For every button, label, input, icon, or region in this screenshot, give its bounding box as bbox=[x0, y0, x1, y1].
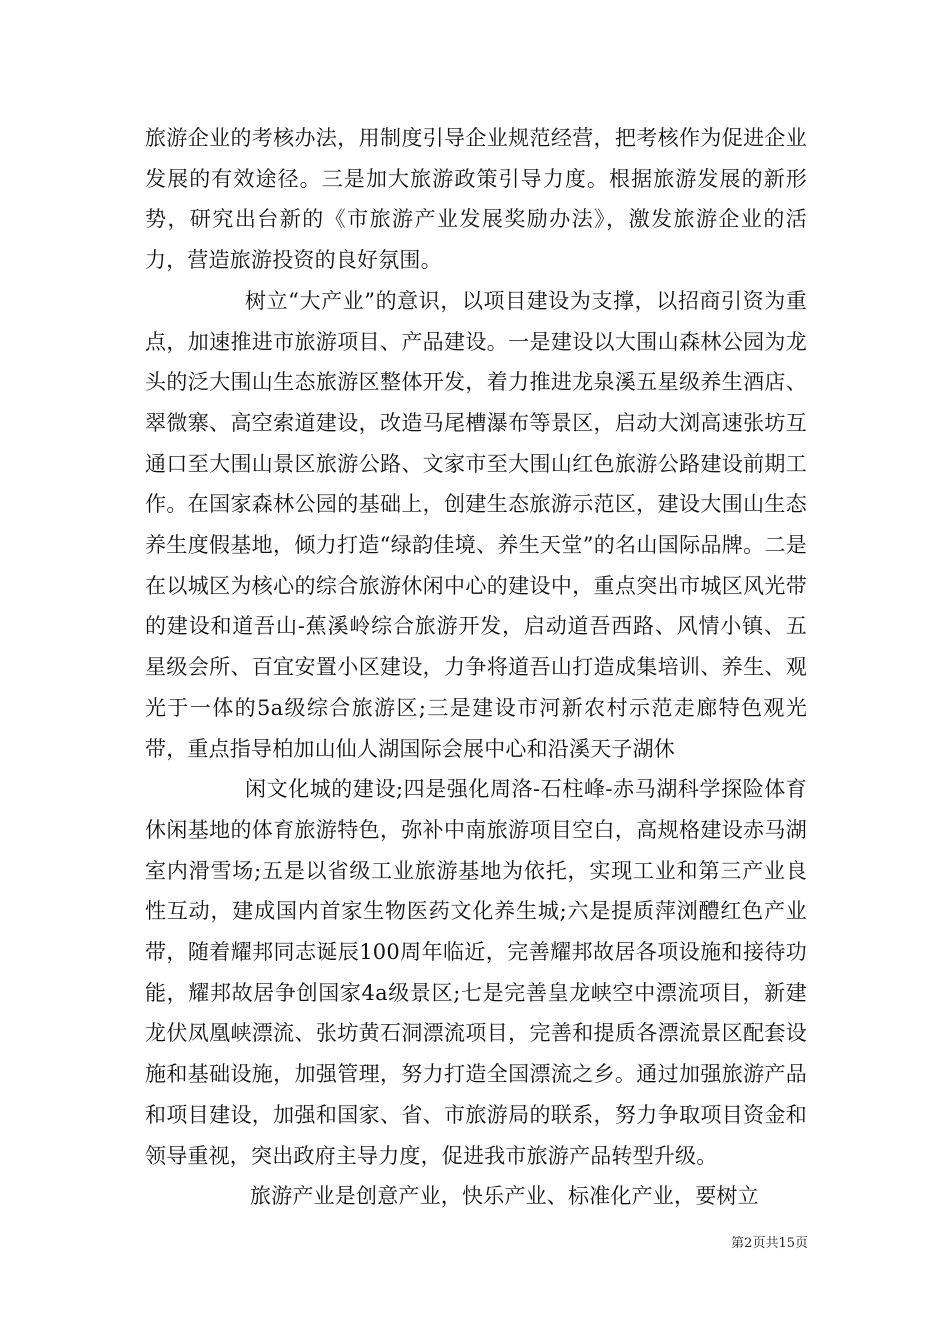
body-text bbox=[145, 118, 807, 1217]
paragraph-1: 旅游企业的考核办法，用制度引导企业规范经营，把考核作为促进企业发展的有效途径。三是加大旅游政策引导力度。根据旅游发展的新形势，研究出台新的《市旅游产业发展奖励办法》，激发旅游企业的活力，营造旅游投资的良好氛围。 bbox=[145, 126, 807, 273]
paragraph-3: 闲文化城的建设;四是强化周洛-石柱峰-赤马湖科学探险体育休闲基地的体育旅游特色，弥补中南旅游项目空白，高规格建设赤马湖室内滑雪场;五是以省级工业旅游基地为依托，实现工业和第三产业良性互动，建成国内首家生物医药文化养生城;六是提质萍浏醴红色产业带，随着耀邦同志诞辰100周年临近，完善耀邦故居各项设施和接待功能，耀邦故居争创国家4a级景区;七是完善皇龙峡空中漂流项目，新建龙伏凤凰峡漂流、张坊黄石洞漂流项目，完善和提质各漂流景区配套设施和基础设施，加强管理，努力打造全国漂流之乡。通过加强旅游产品和项目建设，加强和国家、省、市旅游局的联系，努力争取项目资金和领导重视，突出政府主导力度，促进我市旅游产品转型升级。 bbox=[145, 777, 807, 1168]
page-number-footer: 第2页共15页 bbox=[731, 1236, 808, 1251]
paragraph-4: 旅游产业是创意产业，快乐产业、标准化产业，要树立 bbox=[250, 1184, 759, 1209]
paragraph-2: 树立“大产业”的意识，以项目建设为支撑，以招商引资为重点，加速推进市旅游项目、产品建设。一是建设以大围山森林公园为龙头的泛大围山生态旅游区整体开发，着力推进龙泉溪五星级养生酒店、翠微寨、高空索道建设，改造马尾槽瀑布等景区，启动大浏高速张坊互通口至大围山景区旅游公路、文家市至大围山红色旅游公路建设前期工作。在国家森林公园的基础上，创建生态旅游示范区，建设大围山生态养生度假基地，倾力打造“绿韵佳境、养生天堂”的名山国际品牌。二是在以城区为核心的综合旅游休闲中心的建设中，重点突出市城区风光带的建设和道吾山-蕉溪岭综合旅游开发，启动道吾西路、风情小镇、五星级会所、百宜安置小区建设，力争将道吾山打造成集培训、养生、观光于一体的5a级综合旅游区;三是建设市河新农村示范走廊特色观光带，重点指导柏加山仙人湖国际会展中心和沿溪天子湖休 bbox=[145, 288, 807, 761]
